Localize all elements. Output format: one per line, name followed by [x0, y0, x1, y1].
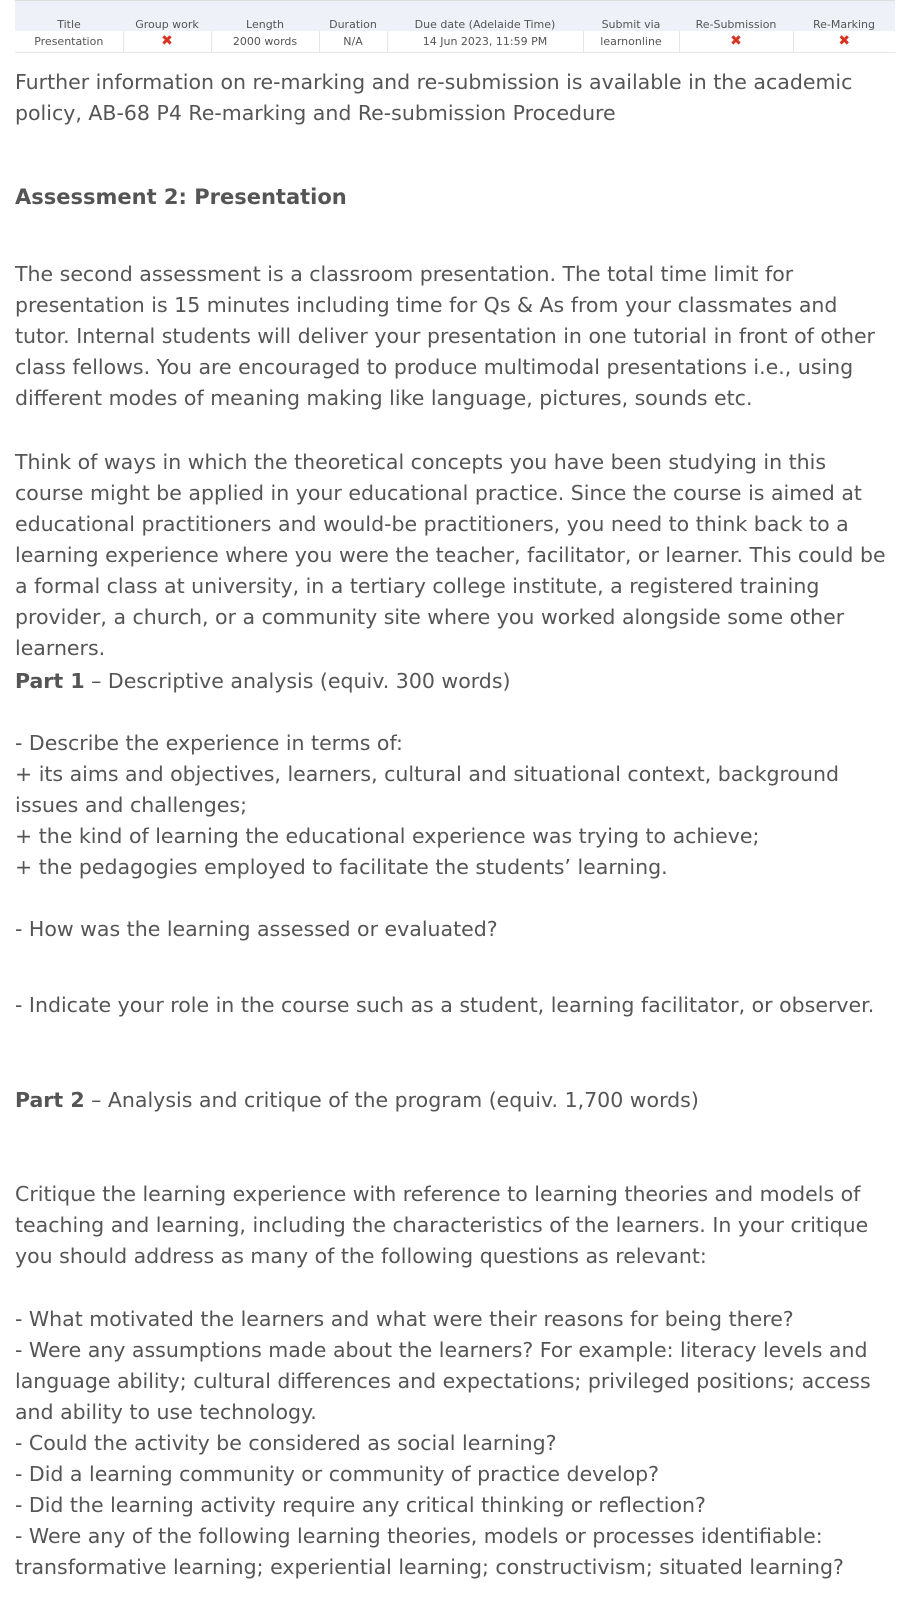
assessment-heading: Assessment 2: Presentation	[15, 185, 347, 209]
list-item: - Could the activity be considered as social learning?	[15, 1431, 557, 1455]
column-header-group-work: Group work	[123, 1, 211, 31]
part2-question-list	[15, 1304, 895, 1583]
column-header-length: Length	[211, 1, 319, 31]
column-header-submit-via: Submit via	[583, 1, 679, 31]
part2-title: – Analysis and critique of the program (equiv. 1,700 words)	[84, 1088, 699, 1112]
presentation-intro-paragraph: The second assessment is a classroom presentation. The total time limit for presentation is 15 minutes including time for Qs & As from your classmates and tutor. Internal students will deliver your presentation in one tutorial in front of other class fellows. You are encouraged to produce multimodal presentations i.e., using different modes of meaning making like language, pictures, sounds etc.	[15, 262, 875, 410]
cell-submit-via: learnonline	[583, 31, 679, 53]
column-header-duration: Duration	[319, 1, 387, 31]
cell-due-date: 14 Jun 2023, 11:59 PM	[387, 31, 583, 53]
cross-icon: ✖	[838, 33, 851, 50]
column-header-due-date: Due date (Adelaide Time)	[387, 1, 583, 31]
cell-duration: N/A	[319, 31, 387, 53]
theory-practice-paragraph: Think of ways in which the theoretical concepts you have been studying in this course might be applied in your educational practice. Since the course is aimed at educational practitioners and would-be practitioners, you need to think back to a learning experience where you were the teacher, facilitator, or learner. This could be a formal class at university, in a tertiary college institute, a registered training provider, a church, or a community site where you worked alongside some other learners.	[15, 450, 886, 660]
part1-heading	[15, 666, 895, 697]
part2-label: Part 2	[15, 1088, 85, 1112]
cell-title: Presentation	[15, 31, 123, 53]
critique-paragraph: Critique the learning experience with reference to learning theories and models of teaching and learning, including the characteristics of the learners. In your critique you should address as many of the following questions as relevant:	[15, 1182, 869, 1268]
list-item: - Did a learning community or community of practice develop?	[15, 1462, 660, 1486]
assessment-summary-table	[15, 0, 895, 53]
list-item: - Were any of the following learning theories, models or processes identifiable: transformative learning; experiential learning; constructivism; situated learning?	[15, 1524, 844, 1579]
cell-group-work	[123, 31, 211, 53]
cross-icon: ✖	[161, 33, 173, 50]
role-question: - Indicate your role in the course such as a student, learning facilitator, or observer.	[15, 993, 875, 1017]
list-item: - Were any assumptions made about the learners? For example: literacy levels and language ability; cultural differences and expectations; privileged positions; access and ability to use technology.	[15, 1338, 871, 1424]
part2-heading	[15, 1085, 895, 1116]
part1-label: Part 1	[15, 669, 85, 693]
assessment-question: - How was the learning assessed or evaluated?	[15, 917, 498, 941]
cross-icon: ✖	[730, 33, 742, 50]
list-item: + the pedagogies employed to facilitate the students’ learning.	[15, 855, 668, 879]
list-item: + its aims and objectives, learners, cultural and situational context, background issues and challenges;	[15, 762, 839, 817]
column-header-resubmission: Re-Submission	[679, 1, 793, 31]
column-header-remarking: Re-Marking	[793, 1, 895, 31]
column-header-title: Title	[15, 1, 123, 31]
part1-describe-list	[15, 728, 895, 883]
cell-length: 2000 words	[211, 31, 319, 53]
list-item: - Did the learning activity require any critical thinking or reflection?	[15, 1493, 706, 1517]
list-item: - What motivated the learners and what were their reasons for being there?	[15, 1307, 794, 1331]
cell-remarking	[793, 31, 895, 53]
cell-resubmission	[679, 31, 793, 53]
table-header-row	[15, 1, 895, 31]
list-item: + the kind of learning the educational experience was trying to achieve;	[15, 824, 760, 848]
part1-title: – Descriptive analysis (equiv. 300 words)	[84, 669, 511, 693]
remarking-info-paragraph: Further information on re-marking and re-submission is available in the academic policy, AB-68 P4 Re-marking and Re-submission Procedure	[15, 70, 853, 125]
table-row	[15, 31, 895, 53]
describe-intro: - Describe the experience in terms of:	[15, 731, 403, 755]
